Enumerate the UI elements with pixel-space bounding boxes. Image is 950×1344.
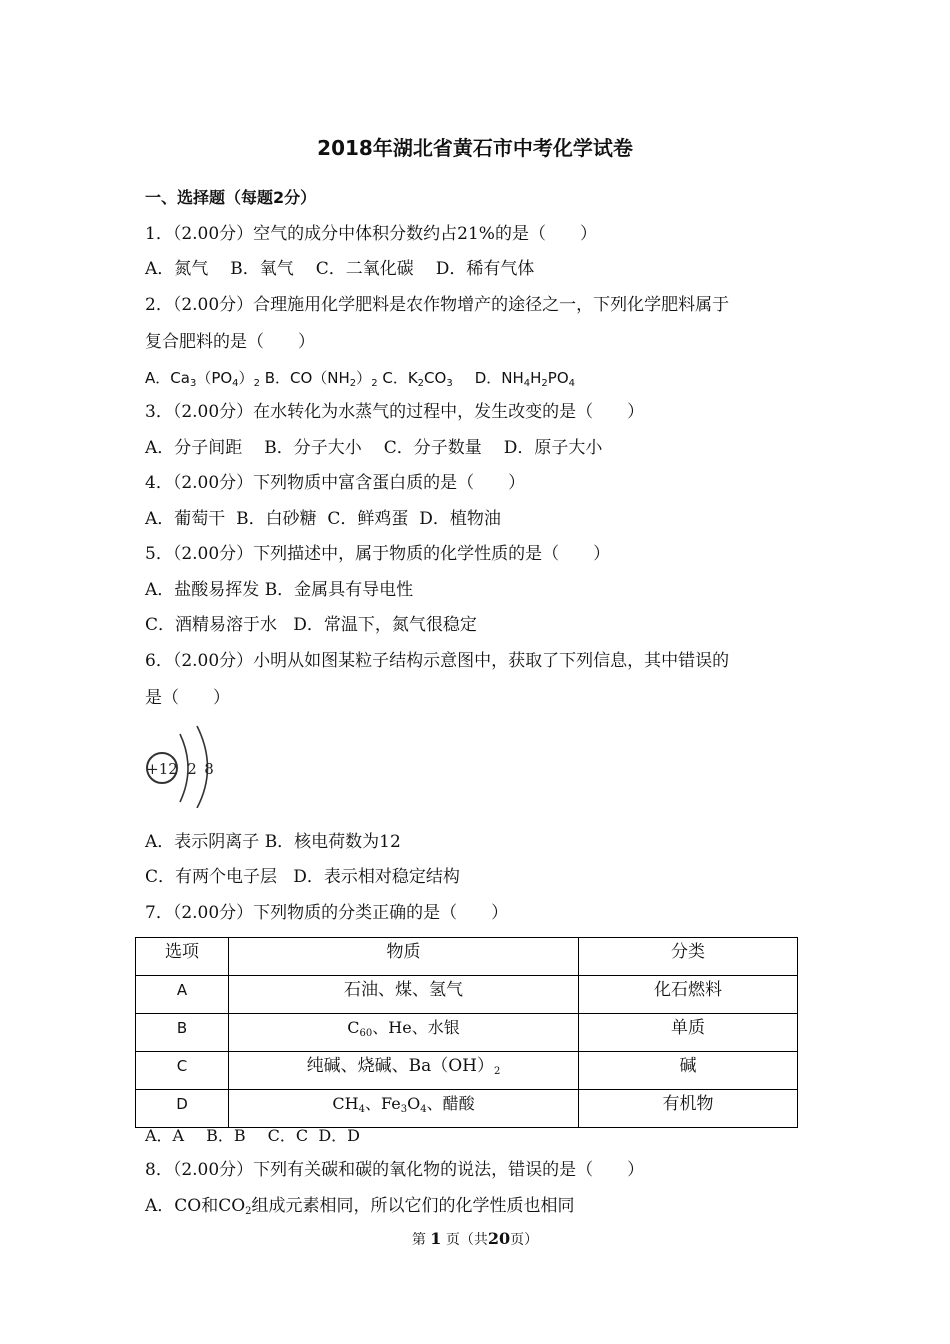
question-8-option-a: A．CO和$CO_2$组成元素相同，所以它们的化学性质也相同 [145,1196,575,1217]
question-6-stem-line-1: 6．（2.00分）小明从如图某粒子结构示意图中，获取了下列信息，其中错误的 [145,651,730,671]
option-b: B．金属具有导电性 [264,580,414,600]
table-row [136,976,798,1014]
question-2-options [145,366,575,390]
question-6-options-row-1 [145,830,401,854]
page-footer: 第 1 页（共20页） [411,1229,539,1248]
question-3-stem: 3．（2.00分）在水转化为水蒸气的过程中，发生改变的是（ ） [145,402,645,422]
option-c: C．二氧化碳 [315,259,414,279]
option-b: B．B [206,1126,246,1145]
question-5-options-row-1 [145,578,413,602]
option-c: C．C [267,1126,309,1145]
question-6-options-row-2 [145,865,460,889]
table-header-cell: 分类 [579,938,798,976]
question-8-stem: 8．（2.00分）下列有关碳和碳的氧化物的说法，错误的是（ ） [145,1160,645,1180]
option-a: A．盐酸易挥发 [145,580,260,600]
option-b: B．核电荷数为12 [264,832,401,852]
table-cell-option: D [136,1090,229,1128]
page-number: 1 [430,1229,442,1248]
option-d: D．稀有气体 [435,259,535,279]
table-cell-class: 化石燃料 [579,976,798,1014]
section-heading: 一、选择题（每题2分） [145,188,317,207]
table-cell-class: 单质 [579,1014,798,1052]
table-cell-substance: $CH_4$、$Fe_3O_4$、醋酸 [229,1090,579,1128]
atom-structure-diagram [140,722,230,808]
table-row [136,1014,798,1052]
option-c: C．分子数量 [383,438,482,458]
option-d: D．植物油 [419,509,501,529]
table-cell-option: A [136,976,229,1014]
table-cell-substance: 石油、煤、氢气 [229,976,579,1014]
option-c: C．鲜鸡蛋 [327,509,409,529]
table-row [136,1090,798,1128]
table-cell-class: 碱 [579,1052,798,1090]
option-a: A．分子间距 [145,438,243,458]
question-7-stem: 7．（2.00分）下列物质的分类正确的是（ ） [145,903,509,923]
option-a: A．氮气 [145,259,209,279]
question-2-stem-line-1: 2．（2.00分）合理施用化学肥料是农作物增产的途径之一，下列化学肥料属于 [145,295,730,315]
shell-2-electrons: 8 [204,760,214,778]
option-d: D．表示相对稳定结构 [293,867,460,887]
table-cell-class: 有机物 [579,1090,798,1128]
page-total: 20 [487,1229,511,1248]
table-cell-option: B [136,1014,229,1052]
option-d: D．$NH_4H_2PO_4$ [474,369,576,389]
option-a: A．葡萄干 [145,509,226,529]
option-b: B．分子大小 [264,438,362,458]
question-1-options [145,257,534,281]
option-a: A．表示阴离子 [145,832,260,852]
classification-table [135,937,798,1128]
question-2-stem-line-2: 复合肥料的是（ ） [145,332,315,352]
question-5-stem: 5．（2.00分）下列描述中，属于物质的化学性质的是（ ） [145,544,611,564]
question-4-stem: 4．（2.00分）下列物质中富含蛋白质的是（ ） [145,473,526,493]
table-header-row [136,938,798,976]
option-a: A．$Ca_3(PO_4)_2$ [145,369,260,389]
option-d: D．原子大小 [503,438,603,458]
table-row [136,1052,798,1090]
table-cell-substance: $C_{60}$、He、水银 [229,1014,579,1052]
table-cell-option: C [136,1052,229,1090]
exam-title: 2018年湖北省黄石市中考化学试卷 [317,136,633,160]
option-c: C．有两个电子层 [145,867,278,887]
question-6-stem-line-2: 是（ ） [145,688,230,708]
option-c: C．$K_2CO_3$ [382,369,453,389]
option-d: D．D [318,1126,360,1145]
option-b: B．白砂糖 [236,509,317,529]
table-header-cell: 物质 [229,938,579,976]
option-d: D．常温下，氮气很稳定 [293,615,477,635]
table-cell-substance: 纯碱、烧碱、$Ba(OH)_2$ [229,1052,579,1090]
shell-1-electrons: 2 [187,760,197,778]
option-a: A．A [145,1126,185,1145]
option-b: B．氧气 [230,259,294,279]
question-7-options [145,1124,360,1148]
nucleus-charge: +12 [146,760,178,778]
question-4-options [145,507,501,531]
table-header-cell: 选项 [136,938,229,976]
question-3-options [145,436,602,460]
question-5-options-row-2 [145,613,477,637]
option-c: C．酒精易溶于水 [145,615,278,635]
question-1-stem: 1．（2.00分）空气的成分中体积分数约占21%的是（ ） [145,224,597,244]
option-b: B．$CO(NH_2)_2$ [264,369,378,389]
